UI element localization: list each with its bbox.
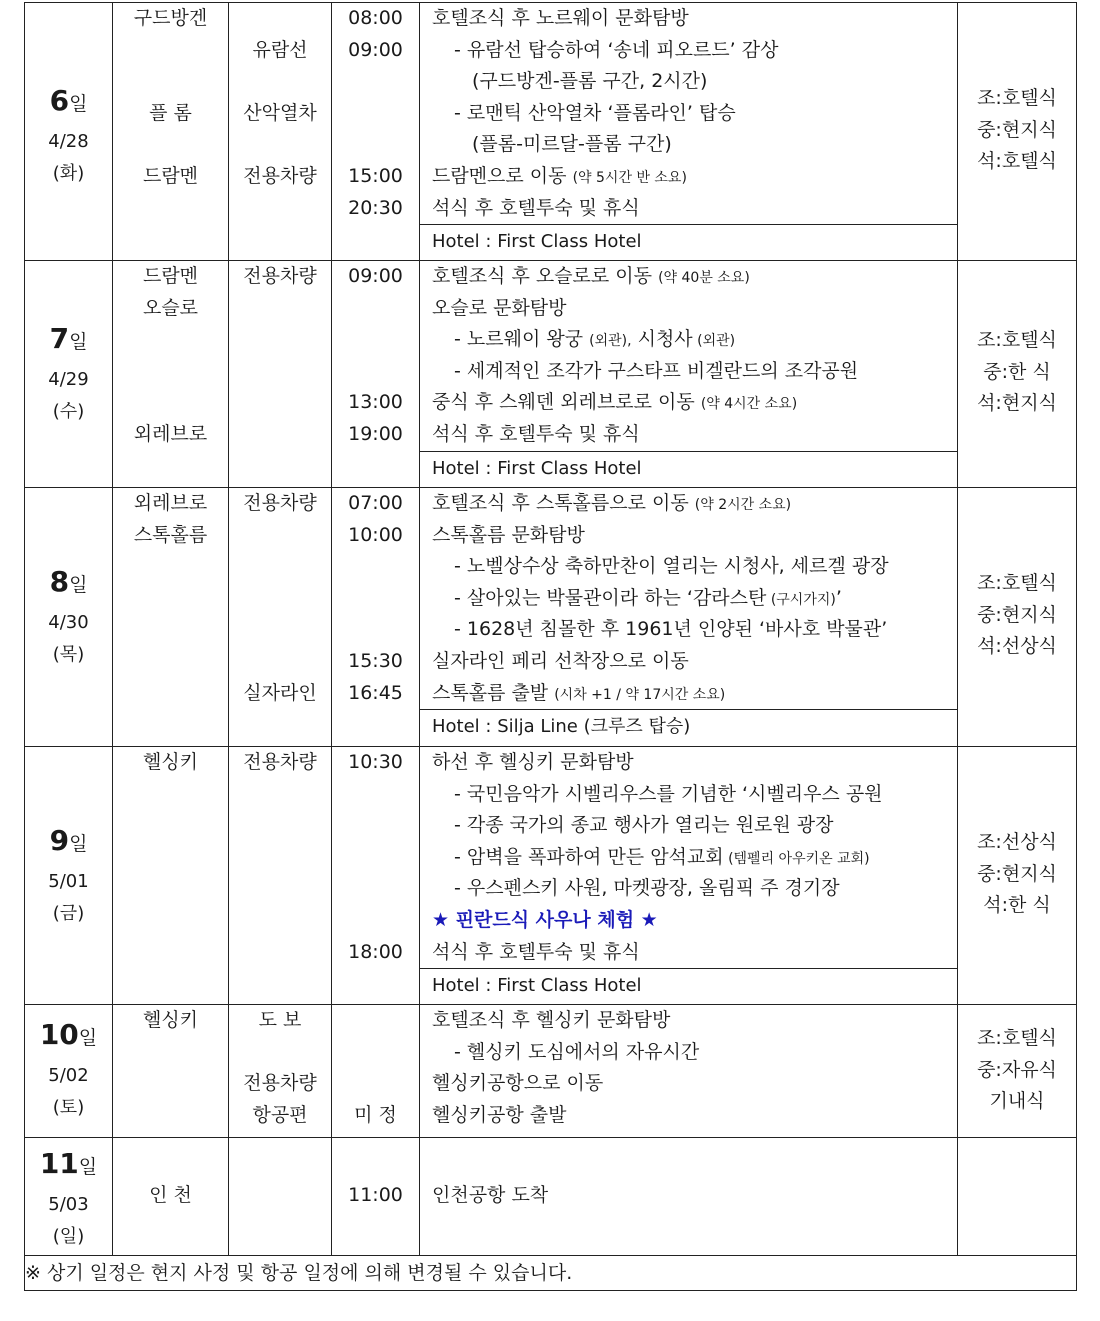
schedule-cell: 인천공항 도착 xyxy=(420,1138,958,1256)
meal-cell xyxy=(958,1138,1077,1256)
day-row xyxy=(25,1138,1077,1256)
day-cell: 8일 4/30 (목) xyxy=(25,488,113,747)
time-cell: 10:30 18:00 xyxy=(332,747,420,1005)
date: 4/29 xyxy=(48,369,89,390)
transport-cell: 전용차량 xyxy=(229,747,332,1005)
date: 4/28 xyxy=(48,131,89,152)
time-cell: 08:00 09:00 15:00 20:30 xyxy=(332,3,420,261)
itinerary-table xyxy=(24,2,1077,1291)
transport-cell: 유람선 산악열차 전용차량 xyxy=(229,3,332,261)
place-cell: 헬싱키 xyxy=(113,747,229,1005)
time-cell: 미 정 xyxy=(332,1005,420,1138)
transport-cell: 전용차량 실자라인 xyxy=(229,488,332,747)
schedule-cell: 호텔조식 후 스톡홀름으로 이동 (약 2시간 소요) 스톡홀름 문화탐방 - 노벨상수상 축하만찬이 열리는 시청사, 세르겔 광장 - 살아있는 박물관이라 하는 ‘감라스탄 (구시가지)’ - 1628년 침몰한 후 1961년 인양된 ‘바사호 박물관’ 실자라인 페리 선착장으로 이동 스톡홀름 출발 (시차 +1 / 약 17시간 소요) Hotel : Silja Line (크루즈 탑승) xyxy=(420,488,958,747)
day-row xyxy=(25,488,1077,747)
day-row xyxy=(25,747,1077,1005)
weekday: (금) xyxy=(52,903,85,924)
place-cell: 구드방겐 플 롬 드람멘 xyxy=(113,3,229,261)
date: 5/02 xyxy=(48,1065,89,1086)
day-number: 9 xyxy=(49,824,70,857)
date: 5/01 xyxy=(48,871,89,892)
hotel-info: Hotel : First Class Hotel xyxy=(420,968,957,1001)
day-number: 10 xyxy=(39,1018,79,1051)
weekday: (목) xyxy=(52,644,85,665)
weekday: (일) xyxy=(52,1226,85,1247)
hotel-info: Hotel : First Class Hotel xyxy=(420,451,957,484)
day-cell: 6일 4/28 (화) xyxy=(25,3,113,261)
day-number: 7 xyxy=(49,322,70,355)
day-row xyxy=(25,261,1077,488)
time-cell: 11:00 xyxy=(332,1138,420,1256)
meal-cell: 조:호텔식 중:자유식 기내식 xyxy=(958,1005,1077,1138)
time-cell: 09:00 13:00 19:00 xyxy=(332,261,420,488)
day-cell: 9일 5/01 (금) xyxy=(25,747,113,1005)
date: 4/30 xyxy=(48,612,89,633)
transport-cell xyxy=(229,1138,332,1256)
weekday: (수) xyxy=(52,401,85,422)
day-number: 11 xyxy=(39,1147,79,1180)
place-cell: 인 천 xyxy=(113,1138,229,1256)
day-row xyxy=(25,1005,1077,1138)
place-cell: 드람멘 오슬로 외레브로 xyxy=(113,261,229,488)
schedule-cell: 호텔조식 후 노르웨이 문화탐방 - 유람선 탑승하여 ‘송네 피오르드’ 감상 (구드방겐-플롬 구간, 2시간) - 로맨틱 산악열차 ‘플롬라인’ 탑승 (플롬-미르달-플롬 구간) 드람멘으로 이동 (약 5시간 반 소요) 석식 후 호텔투숙 및 휴식 Hotel : First Class Hotel xyxy=(420,3,958,261)
weekday: (화) xyxy=(52,163,85,184)
weekday: (토) xyxy=(52,1097,85,1118)
hotel-info: Hotel : First Class Hotel xyxy=(420,224,957,257)
sauna-highlight: ★ 핀란드식 사우나 체험 ★ xyxy=(432,908,658,931)
meal-cell: 조:선상식 중:현지식 석:한 식 xyxy=(958,747,1077,1005)
date: 5/03 xyxy=(48,1194,89,1215)
schedule-cell: 호텔조식 후 오슬로로 이동 (약 40분 소요) 오슬로 문화탐방 - 노르웨이 왕궁 (외관), 시청사 (외관) - 세계적인 조각가 구스타프 비겔란드의 조각공원 중식 후 스웨덴 외레브로로 이동 (약 4시간 소요) 석식 후 호텔투숙 및 휴식 Hotel : First Class Hotel xyxy=(420,261,958,488)
hotel-info: Hotel : Silja Line (크루즈 탑승) xyxy=(420,709,957,742)
place-cell: 헬싱키 xyxy=(113,1005,229,1138)
meal-cell: 조:호텔식 중:현지식 석:선상식 xyxy=(958,488,1077,747)
meal-cell: 조:호텔식 중:현지식 석:호텔식 xyxy=(958,3,1077,261)
time-cell: 07:00 10:00 15:30 16:45 xyxy=(332,488,420,747)
day-cell: 10일 5/02 (토) xyxy=(25,1005,113,1138)
schedule-cell: 호텔조식 후 헬싱키 문화탐방 - 헬싱키 도심에서의 자유시간 헬싱키공항으로 이동 헬싱키공항 출발 xyxy=(420,1005,958,1138)
schedule-note: ※ 상기 일정은 현지 사정 및 항공 일정에 의해 변경될 수 있습니다. xyxy=(25,1256,1077,1291)
day-number: 8 xyxy=(49,565,70,598)
day-number: 6 xyxy=(49,84,70,117)
day-cell: 11일 5/03 (일) xyxy=(25,1138,113,1256)
schedule-cell: 하선 후 헬싱키 문화탐방 - 국민음악가 시벨리우스를 기념한 ‘시벨리우스 공원 - 각종 국가의 종교 행사가 열리는 원로원 광장 - 암벽을 폭파하여 만든 암석교회 (템펠리 아우키온 교회) - 우스펜스키 사원, 마켓광장, 올림픽 주 경기장 ★ 핀란드식 사우나 체험 ★ 석식 후 호텔투숙 및 휴식 Hotel : First Class Hotel xyxy=(420,747,958,1005)
day-cell: 7일 4/29 (수) xyxy=(25,261,113,488)
meal-cell: 조:호텔식 중:한 식 석:현지식 xyxy=(958,261,1077,488)
day-row xyxy=(25,3,1077,261)
transport-cell: 도 보 전용차량 항공편 xyxy=(229,1005,332,1138)
place-cell: 외레브로 스톡홀름 xyxy=(113,488,229,747)
transport-cell: 전용차량 xyxy=(229,261,332,488)
note-row xyxy=(25,1256,1077,1291)
